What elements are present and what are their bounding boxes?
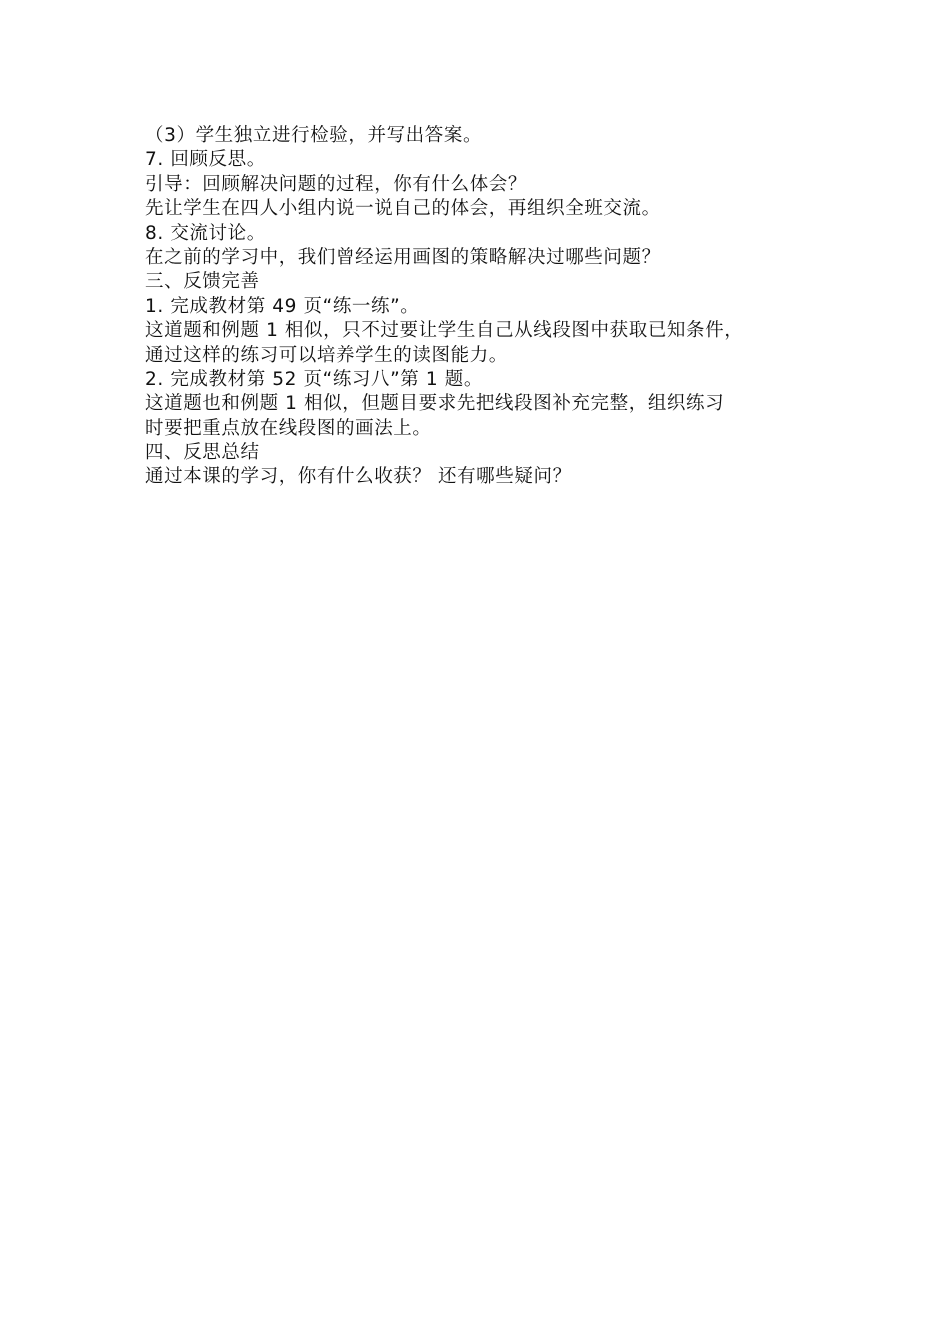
exercise-2-note-line-2: 时要把重点放在线段图的画法上。 [145, 417, 432, 439]
exercise-2-heading: 2. 完成教材第 52 页“练习八”第 1 题。 [145, 368, 483, 390]
section-heading-summary: 四、反思总结 [145, 442, 260, 464]
summary-question: 通过本课的学习，你有什么收获？ 还有哪些疑问？ [145, 466, 572, 488]
exercise-1-note-line-2: 通过这样的练习可以培养学生的读图能力。 [145, 344, 508, 366]
exercise-2-note-line-1: 这道题也和例题 1 相似，但题目要求先把线段图补充完整，组织练习 [145, 393, 725, 415]
document-body [145, 124, 835, 490]
group-discussion-instruction: 先让学生在四人小组内说一说自己的体会，再组织全班交流。 [145, 198, 661, 220]
exercise-1-note-line-1: 这道题和例题 1 相似，只不过要让学生自己从线段图中获取已知条件， [145, 320, 744, 342]
heading-exchange-discussion: 8. 交流讨论。 [145, 222, 266, 244]
section-heading-feedback: 三、反馈完善 [145, 271, 260, 293]
heading-review-reflect: 7. 回顾反思。 [145, 149, 266, 171]
guide-question: 引导：回顾解决问题的过程，你有什么体会？ [145, 173, 528, 195]
exercise-1-heading: 1. 完成教材第 49 页“练一练”。 [145, 295, 420, 317]
discussion-question: 在之前的学习中，我们曾经运用画图的策略解决过哪些问题？ [145, 246, 661, 268]
step-3-check-answer: （3）学生独立进行检验，并写出答案。 [145, 125, 483, 146]
